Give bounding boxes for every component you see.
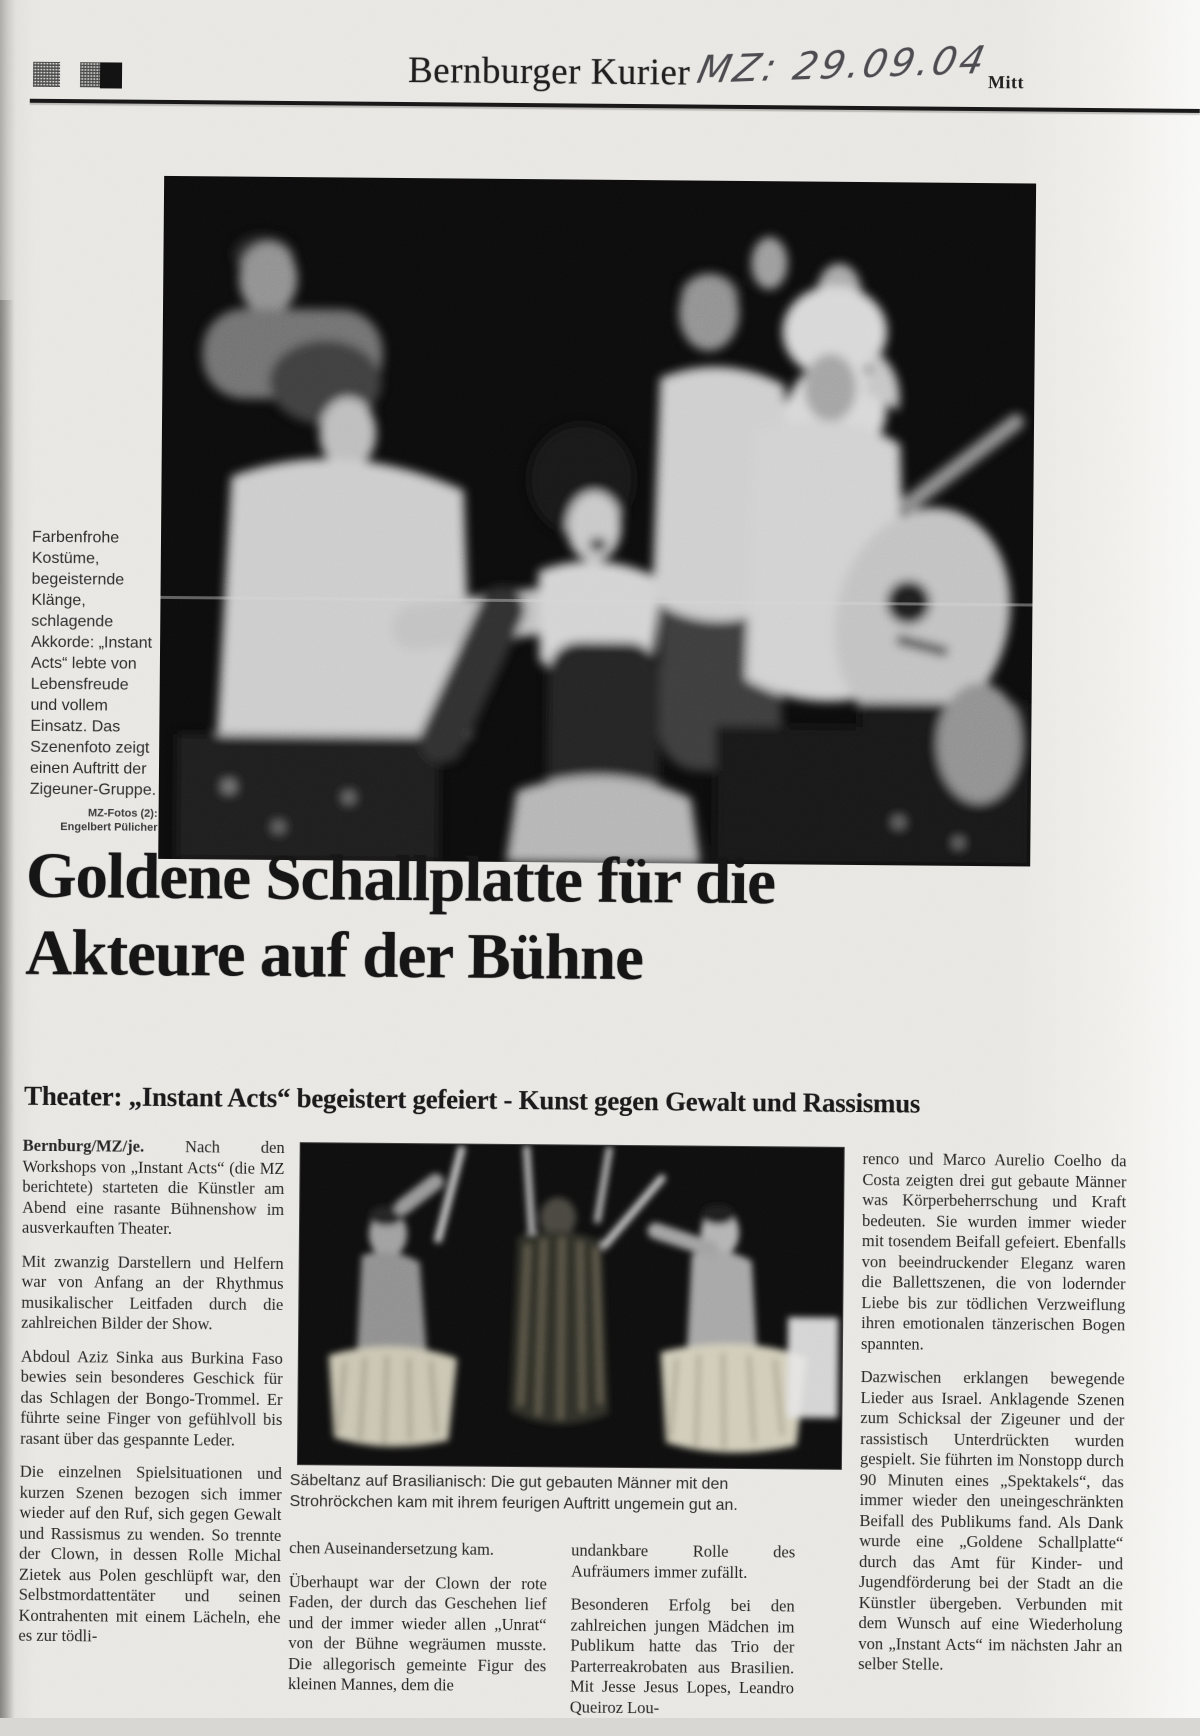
newspaper-masthead: Bernburger Kurier (407, 50, 691, 94)
article-subheadline: Theater: „Instant Acts“ begeistert gefeiert - Kunst gegen Gewalt und Rassismus (24, 1080, 921, 1119)
article-column-1 (18, 1136, 285, 1662)
paragraph: Dazwischen erklangen bewegende Lieder aus Israel. Anklagende Szenen zum Schicksal der Zigeuner und der rassistisch Unterdrückten wurden gespielt. Sie führten im Nonstopp durch 90 Minuten eines „Spektakels“, das immer wieder den uneingeschränkten Beifall des Publikums fand. Als Dank wurde eine „Goldene Schallplatte“ durch das Amt für Kinder- und Jugendförderung bei der Stadt an die Künstler übergeben. Verbunden mit dem Wunsch auf eine Wiederholung von „Instant Acts“ im nächsten Jahr an selber Stelle. (858, 1367, 1125, 1674)
registration-mark (33, 62, 60, 87)
sabre-dance-photo-caption: Säbeltanz auf Brasilianisch: Die gut gebauten Männer mit den Strohröckchen kam mit ihrem feurigen Auftritt ungemein gut an. (289, 1472, 738, 1514)
header-day-fragment: Mitt (987, 72, 1025, 93)
dateline: Bernburg/MZ/je. (22, 1135, 145, 1156)
paragraph: renco und Marco Aurelio Coelho da Costa zeigten drei gut gebaute Männer was Körperbeherrschung und Kraft bedeuten. Sie wurden immer wieder mit tosendem Beifall gefeiert. Ebenfalls von beeindruckender Eleganz waren die Ballettszenen, die von lodernder Liebe bis zur tödlichen Verzweiflung ihren emotionalen tänzerischen Bogen spannten. (860, 1149, 1127, 1354)
article-headline (25, 838, 1076, 1001)
header-rule (30, 99, 1200, 113)
headline-line1: Goldene Schallplatte für die (25, 839, 776, 919)
registration-mark (100, 62, 122, 88)
sabre-dance-photo-illustration (298, 1143, 844, 1469)
paragraph: chen Auseinandersetzung kam. (289, 1538, 495, 1559)
photo-credit (23, 806, 157, 835)
paragraph-text: Nach den Workshops von „Instant Acts“ (die MZ berichtete) starteten die Künstler am Abend eine rasante Bühnenshow im ausverkauften Theater. (21, 1136, 285, 1239)
paragraph: Besonderen Erfolg bei den zahlreichen jungen Mädchen im Publikum hatte das Trio der Parterreakrobaten aus Brasilien. Mit Jesse Jesus Lopes, Leandro Queiroz Lou- (569, 1594, 795, 1717)
article-column-4 (858, 1149, 1127, 1690)
photo-credit-line1: MZ-Fotos (2): (87, 807, 158, 820)
article-column-2 (288, 1538, 547, 1710)
paragraph: Mit zwanzig Darstellern und Helfern war von Anfang an der Rhythmus musikalischer Leitfaden durch die zahlreichen Bilder der Show. (21, 1251, 284, 1334)
registration-mark (80, 62, 100, 87)
paragraph (22, 1136, 285, 1241)
photo-credit-line2: Engelbert Pülicher (60, 821, 158, 834)
paragraph: Überhaupt war der Clown der rote Faden, der durch das Geschehen lief und der immer wieder allen „Unrat“ von der Bühne wegräumen musste. Die allegorisch gemeinte Figur des kleinen Mannes, dem die (287, 1571, 547, 1695)
article-column-3 (570, 1541, 796, 1733)
main-photo-caption: Farbenfrohe Kostüme, begeisternde Klänge, schlagende Akkorde: „Instant Acts“ lebte von Lebensfreude und vollem Einsatz. Das Szenenfoto zeigt einen Auftritt der Zigeuner-Gruppe. (29, 528, 157, 799)
sabre-dance-photo (298, 1143, 844, 1469)
paragraph: undankbare Rolle des Aufräumers immer zufällt. (570, 1540, 796, 1582)
paragraph: Die einzelnen Spielsituationen und kurzen Szenen bezogen sich immer wieder auf den Ruf, sich gegen Gewalt und Rassismus zu wenden. So trennte der Clown, in dessen Rolle Michal Zietek aus Polen geschlüpft war, den Selbstmordattentäter und seinen Kontrahenten mit einem Lächeln, ehe es zur tödli- (18, 1461, 282, 1646)
handwritten-date-annotation: MZ: 29.09.04 (693, 37, 992, 93)
main-stage-photo (158, 176, 1036, 867)
paragraph: Abdoul Aziz Sinka aus Burkina Faso bewies sein besonderes Geschick für das Schlagen der Bongo-Trommel. Er führte seine Finger von gefühlvoll bis rasant über das gespannte Leder. (20, 1346, 283, 1450)
headline-line2: Akteure auf der Bühne (25, 916, 644, 995)
main-stage-photo-illustration (158, 176, 1036, 867)
